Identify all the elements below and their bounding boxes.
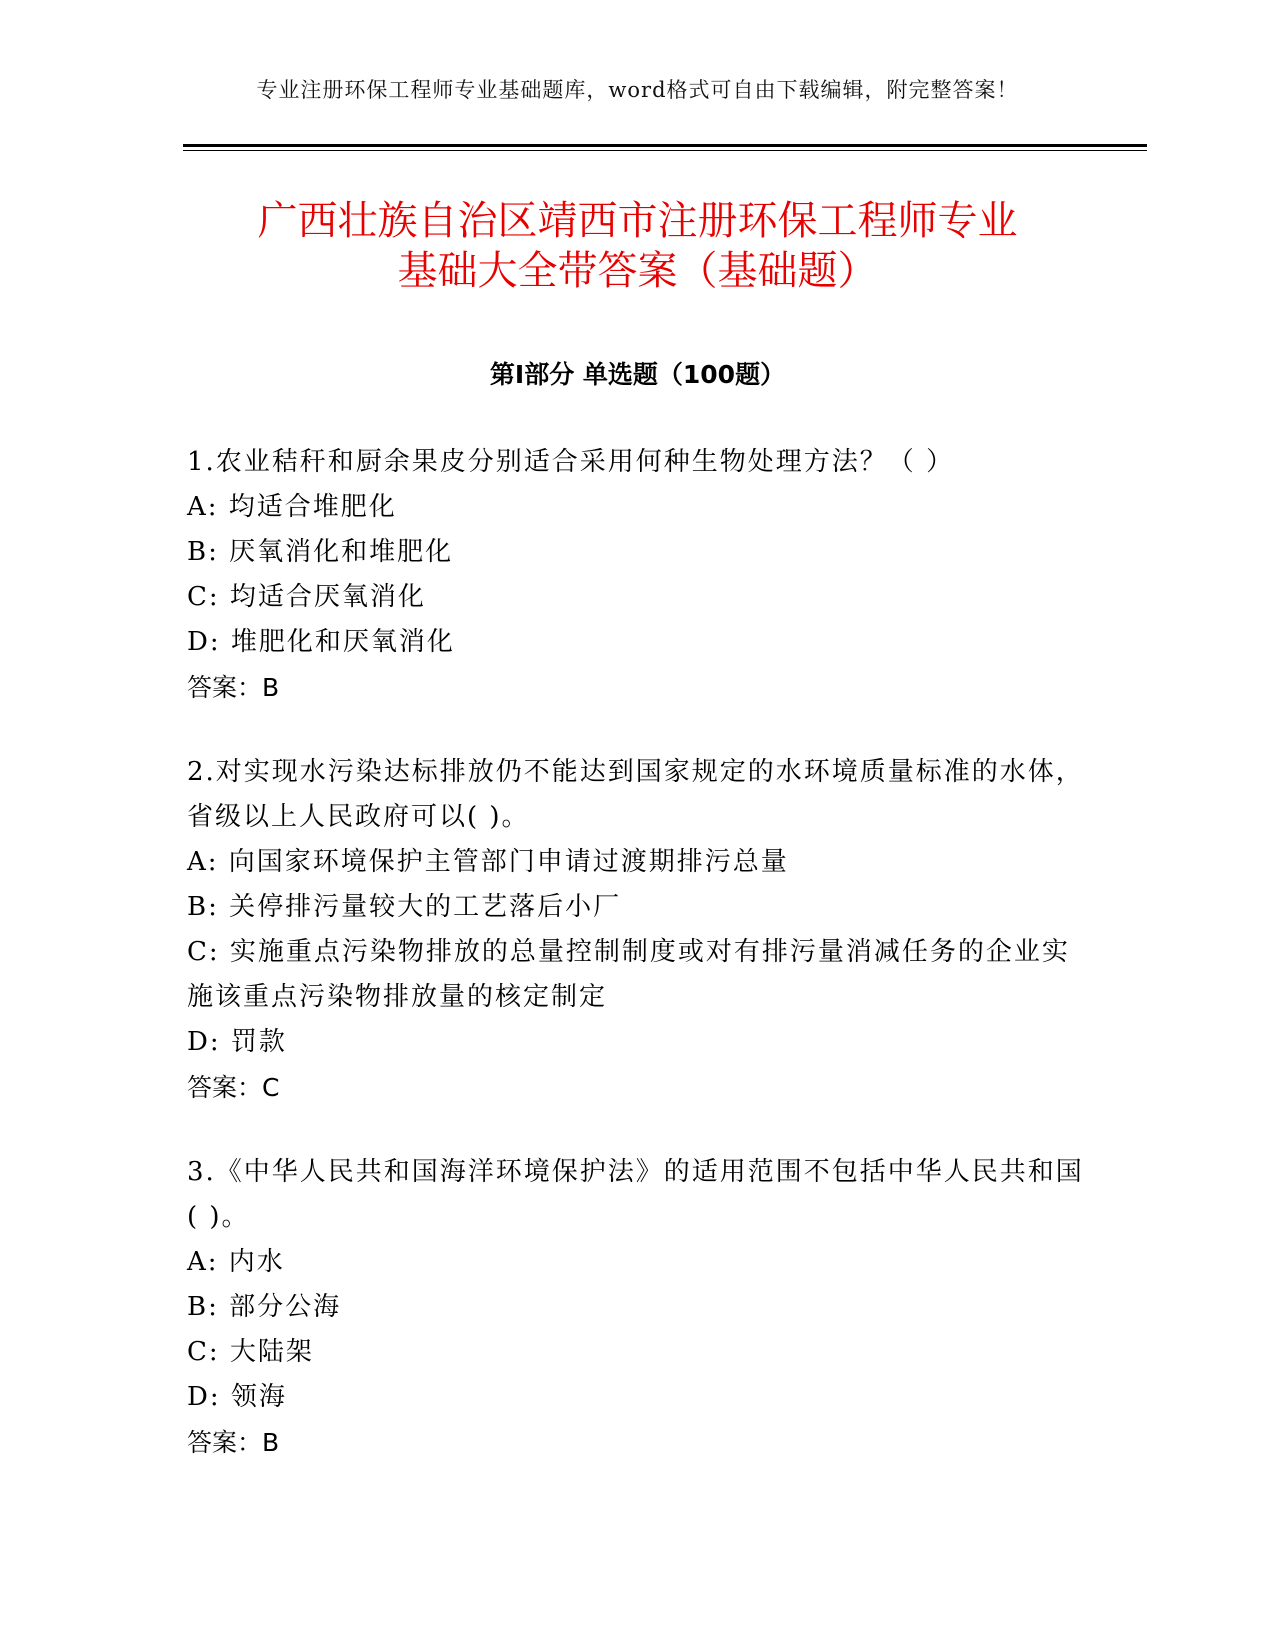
document-title-line2: 基础大全带答案（基础题） — [397, 248, 878, 294]
option-d: D: 堆肥化和厌氧消化 — [187, 627, 455, 657]
option-a: A: 均适合堆肥化 — [187, 492, 397, 522]
question-stem: 3.《中华人民共和国海洋环境保护法》的适用范围不包括中华人民共和国( )。 — [187, 1157, 1084, 1232]
option-b: B: 部分公海 — [187, 1292, 342, 1322]
document-title — [0, 196, 1275, 296]
header-rule-thick — [183, 144, 1147, 147]
section-title: 第I部分 单选题（100题） — [489, 360, 786, 389]
answer: 答案：B — [187, 1428, 280, 1457]
header-note: 专业注册环保工程师专业基础题库，word格式可自由下载编辑，附完整答案！ — [256, 78, 1019, 102]
question-3 — [187, 1150, 1087, 1465]
question-stem: 2.对实现水污染达标排放仍不能达到国家规定的水环境质量标准的水体，省级以上人民政府可以( )。 — [187, 757, 1084, 832]
option-c: C: 大陆架 — [187, 1337, 314, 1367]
question-1 — [187, 440, 1087, 710]
answer: 答案：B — [187, 673, 280, 702]
option-c: C: 实施重点污染物排放的总量控制制度或对有排污量消减任务的企业实施该重点污染物排放量的核定制定 — [187, 937, 1070, 1012]
answer: 答案：C — [187, 1073, 280, 1102]
option-c: C: 均适合厌氧消化 — [187, 582, 426, 612]
question-list — [187, 440, 1087, 1505]
option-a: A: 内水 — [187, 1247, 285, 1277]
question-2 — [187, 750, 1087, 1110]
option-b: B: 厌氧消化和堆肥化 — [187, 537, 454, 567]
option-b: B: 关停排污量较大的工艺落后小厂 — [187, 892, 622, 922]
option-a: A: 向国家环境保护主管部门申请过渡期排污总量 — [187, 847, 789, 877]
header-rule-thin — [183, 150, 1147, 151]
question-stem: 1.农业秸秆和厨余果皮分别适合采用何种生物处理方法？（ ） — [187, 447, 955, 477]
option-d: D: 罚款 — [187, 1027, 287, 1057]
option-d: D: 领海 — [187, 1382, 287, 1412]
document-title-line1: 广西壮族自治区靖西市注册环保工程师专业 — [257, 198, 1018, 244]
